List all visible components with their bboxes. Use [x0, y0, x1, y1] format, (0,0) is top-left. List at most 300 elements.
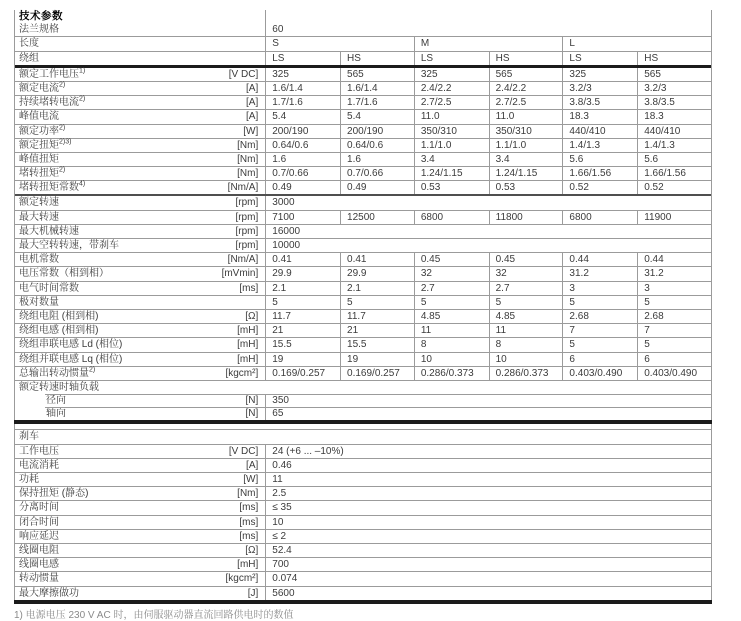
value-cell: 1.24/1.15 — [489, 167, 563, 180]
value-cell: 3.4 — [414, 153, 489, 166]
value-cell: 0.41 — [340, 253, 414, 266]
label-cell — [15, 10, 265, 23]
value-cell: 0.49 — [340, 181, 414, 194]
value-cell: 3.4 — [489, 153, 563, 166]
label-cell — [15, 407, 265, 420]
value-cell: 3000 — [265, 196, 711, 209]
unit-label: [W] — [243, 474, 259, 485]
label-cell — [15, 211, 265, 224]
row-label: 额定扭矩$^{2)3)}$ — [19, 138, 72, 151]
row-label: 径向 — [46, 395, 66, 407]
label-cell — [15, 459, 265, 472]
row-flange-size — [15, 23, 711, 37]
table-row — [15, 196, 711, 210]
unit-label: [kgcm²] — [225, 367, 259, 379]
table-row — [15, 110, 711, 124]
row-label: 电压常数（相到相） — [19, 268, 109, 280]
value-cell: 0.286/0.373 — [414, 367, 489, 380]
row-winding — [15, 52, 711, 68]
unit-label: [ms] — [239, 282, 259, 294]
table-row — [15, 338, 711, 352]
unit-label: [mH] — [237, 325, 259, 337]
unit-label: [Nm] — [237, 168, 259, 180]
unit-label: [rpm] — [235, 211, 259, 223]
unit-label — [258, 23, 265, 36]
row-label: 绕组 — [19, 52, 39, 64]
value-cell: 12500 — [340, 211, 414, 224]
value-cell: 2.68 — [562, 310, 637, 323]
table-row — [15, 487, 711, 501]
value-cell: 31.2 — [562, 267, 637, 280]
table-row — [15, 473, 711, 487]
unit-label: [rpm] — [235, 225, 259, 237]
value-cell: 6 — [562, 353, 637, 366]
value-cell: 0.53 — [414, 181, 489, 194]
value-cell: 325 — [265, 68, 340, 81]
value-cell: 200/190 — [340, 125, 414, 138]
value-cell: 21 — [265, 324, 340, 337]
unit-label: [A] — [246, 82, 259, 94]
value-cell: 10 — [265, 516, 711, 529]
value-cell: 11 — [265, 473, 711, 486]
row-label: 堵转扭矩$^{2)}$ — [19, 166, 66, 180]
label-cell — [15, 282, 265, 295]
row-radial-load — [15, 394, 711, 407]
value-cell: 0.44 — [637, 253, 711, 266]
table-row — [15, 501, 711, 515]
value-cell: 6800 — [414, 211, 489, 224]
label-cell — [15, 52, 265, 65]
value-cell: 18.3 — [562, 110, 637, 123]
unit-label: [mVmin] — [221, 268, 259, 280]
value-cell: 5 — [265, 296, 340, 309]
label-cell — [15, 253, 265, 266]
table-row — [15, 367, 711, 381]
label-cell — [15, 516, 265, 529]
footnote-marker: 2) — [89, 366, 96, 374]
value-cell: HS — [637, 52, 711, 65]
unit-label: [mH] — [237, 559, 259, 571]
table-row — [15, 239, 711, 253]
value-cell: 0.53 — [489, 181, 563, 194]
value-cell: 1.6/1.4 — [340, 82, 414, 95]
table-row — [15, 153, 711, 167]
row-label: 线圈电感 — [19, 559, 59, 571]
value-cell: 0.403/0.490 — [637, 367, 711, 380]
value-cell: 24 (+6 ... –10%) — [265, 445, 711, 458]
table-row — [15, 211, 711, 225]
table-row — [15, 139, 711, 153]
value-cell: 5600 — [265, 587, 711, 600]
value-cell: 1.6 — [265, 153, 340, 166]
value-cell: 2.1 — [340, 282, 414, 295]
value-cell: 1.1/1.0 — [414, 139, 489, 152]
label-cell — [15, 68, 265, 81]
label-cell — [15, 394, 265, 407]
value-cell: 565 — [340, 68, 414, 81]
value-cell: 0.49 — [265, 181, 340, 194]
value-cell: 29.9 — [340, 267, 414, 280]
row-length — [15, 37, 711, 51]
row-label: 分离时间 — [19, 502, 59, 514]
value-cell: 0.169/0.257 — [340, 367, 414, 380]
value-cell: 7 — [637, 324, 711, 337]
row-label: 电气时间常数 — [19, 282, 79, 294]
label-cell — [15, 23, 265, 36]
unit-label: [A] — [246, 111, 259, 123]
value-cell: 5 — [562, 296, 637, 309]
row-label: 最大摩擦做功 — [19, 587, 79, 599]
table-title-row — [15, 10, 711, 23]
value-cell: 440/410 — [562, 125, 637, 138]
value-cell: 5 — [414, 296, 489, 309]
value-cell: 29.9 — [265, 267, 340, 280]
value-cell: 350/310 — [414, 125, 489, 138]
unit-label — [258, 10, 265, 23]
table-row — [15, 282, 711, 296]
footnote-marker: 2) — [79, 95, 86, 103]
label-cell — [15, 167, 265, 180]
label-cell — [15, 139, 265, 152]
value-cell: 0.52 — [637, 181, 711, 194]
table-row — [15, 445, 711, 459]
row-label: 额定电流$^{2)}$ — [19, 81, 66, 94]
value-cell: 11 — [489, 324, 563, 337]
footnote-marker: 2) — [59, 81, 66, 89]
value-cell: 1.24/1.15 — [414, 167, 489, 180]
value-cell: M — [414, 37, 563, 50]
table-row — [15, 181, 711, 196]
table-row — [15, 572, 711, 586]
value-cell: 440/410 — [637, 125, 711, 138]
value-cell: 2.5 — [265, 487, 711, 500]
value-cell: 7 — [562, 324, 637, 337]
label-cell — [15, 181, 265, 194]
value-cell: 0.074 — [265, 572, 711, 585]
value-cell: 11.0 — [489, 110, 563, 123]
value-cell: S — [265, 37, 414, 50]
footnote-clipped: 1) 电源电压 230 V AC 时，由伺服驱动器直流回路供电时的数值 — [14, 610, 294, 621]
label-cell — [15, 501, 265, 514]
unit-label: [Nm] — [237, 139, 259, 151]
value-cell: 565 — [637, 68, 711, 81]
value-cell: LS — [265, 52, 340, 65]
footnote-marker: 2)3) — [59, 138, 72, 146]
row-label: 绕组电阻 (相到相) — [19, 310, 99, 322]
unit-label: [rpm] — [235, 197, 259, 209]
value-cell: 1.4/1.3 — [637, 139, 711, 152]
unit-label: [W] — [243, 125, 259, 137]
value-cell: 2.4/2.2 — [489, 82, 563, 95]
label-cell — [15, 530, 265, 543]
row-label: 额定工作电压$^{1)}$ — [19, 67, 86, 80]
label-cell — [15, 82, 265, 95]
section-shaft-load — [15, 381, 711, 394]
unit-label — [258, 52, 265, 65]
value-cell: 5 — [489, 296, 563, 309]
unit-label: [N] — [245, 395, 259, 407]
value-cell: 5.4 — [265, 110, 340, 123]
section-brake — [15, 430, 711, 444]
row-label: 轴向 — [46, 408, 66, 420]
unit-label: [J] — [247, 587, 259, 599]
value-cell: 6800 — [562, 211, 637, 224]
value-cell: 3 — [637, 282, 711, 295]
value-cell: 0.52 — [562, 181, 637, 194]
row-label: 技术参数 — [19, 10, 63, 22]
label-cell — [15, 381, 711, 394]
table-row — [15, 82, 711, 96]
row-label: 线圈电阻 — [19, 544, 59, 556]
value-cell: ≤ 2 — [265, 530, 711, 543]
value-cell: 7100 — [265, 211, 340, 224]
label-cell — [15, 310, 265, 323]
unit-label: [rpm] — [235, 240, 259, 251]
value-cell: 3.2/3 — [637, 82, 711, 95]
value-cell: 0.45 — [414, 253, 489, 266]
spec-table — [14, 10, 712, 604]
value-cell: 1.6/1.4 — [265, 82, 340, 95]
value-cell: 0.41 — [265, 253, 340, 266]
row-label: 电流消耗 — [19, 459, 59, 471]
value-cell: ≤ 35 — [265, 501, 711, 514]
value-cell: LS — [562, 52, 637, 65]
row-label: 绕组电感 (相到相) — [19, 325, 99, 337]
table-row — [15, 558, 711, 572]
label-cell — [15, 353, 265, 366]
row-label: 工作电压 — [19, 445, 59, 457]
value-cell — [265, 10, 711, 23]
value-cell: 2.7/2.5 — [489, 96, 563, 109]
value-cell: 0.286/0.373 — [489, 367, 563, 380]
label-cell — [15, 445, 265, 458]
value-cell: 5 — [562, 338, 637, 351]
label-cell — [15, 110, 265, 123]
value-cell: 11.7 — [340, 310, 414, 323]
table-row — [15, 310, 711, 324]
value-cell: 11900 — [637, 211, 711, 224]
row-label: 绕组串联电感 Ld (相位) — [19, 339, 123, 351]
unit-label: [Ω] — [245, 310, 259, 322]
value-cell: 0.45 — [489, 253, 563, 266]
unit-label: [mH] — [237, 339, 259, 351]
value-cell: 10 — [414, 353, 489, 366]
table-row — [15, 267, 711, 281]
label-cell — [15, 487, 265, 500]
table-row — [15, 225, 711, 239]
value-cell: 1.7/1.6 — [265, 96, 340, 109]
value-cell: 2.4/2.2 — [414, 82, 489, 95]
row-label: 长度 — [19, 38, 39, 50]
value-cell: 0.169/0.257 — [265, 367, 340, 380]
value-cell: 565 — [489, 68, 563, 81]
unit-label: [V DC] — [228, 68, 259, 80]
value-cell: 52.4 — [265, 544, 711, 557]
value-cell: 5.4 — [340, 110, 414, 123]
table-row — [15, 516, 711, 530]
value-cell: 5.6 — [637, 153, 711, 166]
unit-label: [A] — [246, 97, 259, 109]
label-cell — [15, 196, 265, 209]
value-cell: 325 — [414, 68, 489, 81]
value-cell: 11.7 — [265, 310, 340, 323]
row-label: 转动惯量 — [19, 573, 59, 585]
table-row — [15, 544, 711, 558]
row-label: 额定转速 — [19, 197, 59, 209]
unit-label: [V DC] — [228, 445, 259, 457]
value-cell: 6 — [637, 353, 711, 366]
row-label: 极对数量 — [19, 296, 59, 308]
unit-label: [kgcm²] — [225, 573, 259, 585]
value-cell: 19 — [340, 353, 414, 366]
value-cell: 15.5 — [340, 338, 414, 351]
value-cell: 11.0 — [414, 110, 489, 123]
unit-label: [Ω] — [245, 544, 259, 556]
label-cell — [15, 558, 265, 571]
unit-label: [ms] — [239, 502, 259, 514]
footnote-marker: 2) — [59, 124, 66, 132]
unit-label — [258, 37, 265, 50]
value-cell: 11800 — [489, 211, 563, 224]
label-cell — [15, 239, 265, 252]
row-label: 最大转速 — [19, 211, 59, 223]
value-cell: 1.6 — [340, 153, 414, 166]
value-cell: 1.7/1.6 — [340, 96, 414, 109]
table-row — [15, 530, 711, 544]
row-label: 最大空转转速，带刹车 — [19, 240, 119, 251]
value-cell: 0.46 — [265, 459, 711, 472]
value-cell: 1.66/1.56 — [562, 167, 637, 180]
value-cell: L — [562, 37, 711, 50]
value-cell: 21 — [340, 324, 414, 337]
row-label: 闭合时间 — [19, 516, 59, 528]
table-row — [15, 68, 711, 82]
footnote-marker: 1) — [79, 67, 86, 75]
row-label: 总输出转动惯量$^{2)}$ — [19, 366, 96, 379]
row-label: 额定转速时轴负载 — [19, 381, 99, 393]
unit-label: [mH] — [237, 353, 259, 365]
label-cell — [15, 338, 265, 351]
value-cell: 325 — [562, 68, 637, 81]
label-cell — [15, 37, 265, 50]
label-cell — [15, 96, 265, 109]
label-cell — [15, 587, 265, 600]
row-label: 法兰规格 — [19, 24, 59, 36]
value-cell: 5 — [637, 296, 711, 309]
row-label: 最大机械转速 — [19, 225, 79, 237]
value-cell: 31.2 — [637, 267, 711, 280]
row-label: 刹车 — [19, 431, 39, 443]
value-cell: 0.64/0.6 — [265, 139, 340, 152]
row-label: 峰值电流 — [19, 111, 59, 123]
value-cell: 2.7/2.5 — [414, 96, 489, 109]
table-row — [15, 96, 711, 110]
label-cell — [15, 225, 265, 238]
value-cell: 2.1 — [265, 282, 340, 295]
value-cell: 3 — [562, 282, 637, 295]
row-axial-load — [15, 407, 711, 420]
value-cell: 5 — [637, 338, 711, 351]
label-cell — [15, 473, 265, 486]
value-cell: 8 — [414, 338, 489, 351]
table-row — [15, 167, 711, 181]
value-cell: 10000 — [265, 239, 711, 252]
footnote-marker: 2) — [59, 166, 66, 174]
unit-label: [ms] — [239, 516, 259, 528]
value-cell: 2.7 — [414, 282, 489, 295]
unit-label: [ms] — [239, 530, 259, 542]
footnote-marker: 4) — [79, 180, 86, 188]
value-cell: 4.85 — [489, 310, 563, 323]
unit-label: [Nm] — [237, 488, 259, 500]
label-cell — [15, 267, 265, 280]
value-cell: 16000 — [265, 225, 711, 238]
label-cell — [15, 572, 265, 585]
table-bottom-bar — [14, 600, 712, 604]
value-cell: 11 — [414, 324, 489, 337]
label-cell — [15, 324, 265, 337]
row-label: 电机常数 — [19, 254, 59, 266]
value-cell: 10 — [489, 353, 563, 366]
value-cell: 2.7 — [489, 282, 563, 295]
value-cell: 700 — [265, 558, 711, 571]
table-row — [15, 353, 711, 367]
row-label: 功耗 — [19, 474, 39, 485]
value-cell: 1.66/1.56 — [637, 167, 711, 180]
value-cell: 19 — [265, 353, 340, 366]
value-cell: 15.5 — [265, 338, 340, 351]
value-cell: 0.7/0.66 — [265, 167, 340, 180]
row-label: 额定功率$^{2)}$ — [19, 124, 66, 137]
value-cell: 1.4/1.3 — [562, 139, 637, 152]
unit-label: [A] — [246, 459, 259, 471]
value-cell: LS — [414, 52, 489, 65]
value-cell: 32 — [489, 267, 563, 280]
table-row — [15, 296, 711, 310]
value-cell: 32 — [414, 267, 489, 280]
table-row — [15, 324, 711, 338]
table-row — [15, 587, 711, 600]
label-cell — [15, 125, 265, 138]
unit-label: [Nm/A] — [227, 254, 259, 266]
value-cell: 5.6 — [562, 153, 637, 166]
table-row — [15, 253, 711, 267]
value-cell: HS — [489, 52, 563, 65]
value-cell: 0.403/0.490 — [562, 367, 637, 380]
value-cell: 60 — [265, 23, 711, 36]
value-cell: 0.44 — [562, 253, 637, 266]
value-cell: 5 — [340, 296, 414, 309]
label-cell — [15, 153, 265, 166]
label-cell — [15, 544, 265, 557]
label-cell — [15, 430, 711, 443]
value-cell: 0.7/0.66 — [340, 167, 414, 180]
unit-label: [N] — [245, 408, 259, 420]
table-row — [15, 125, 711, 139]
row-label: 堵转扭矩常数$^{4)}$ — [19, 180, 86, 194]
table-row — [15, 459, 711, 473]
value-cell: 350 — [265, 394, 711, 407]
value-cell: 8 — [489, 338, 563, 351]
row-label: 峰值扭矩 — [19, 153, 59, 165]
row-label: 绕组并联电感 Lq (相位) — [19, 353, 123, 365]
value-cell: 0.64/0.6 — [340, 139, 414, 152]
row-label: 保持扭矩 (静态) — [19, 488, 89, 500]
value-cell: 3.2/3 — [562, 82, 637, 95]
row-label: 响应延迟 — [19, 530, 59, 542]
value-cell: 350/310 — [489, 125, 563, 138]
row-label: 持续堵转电流$^{2)}$ — [19, 95, 86, 109]
